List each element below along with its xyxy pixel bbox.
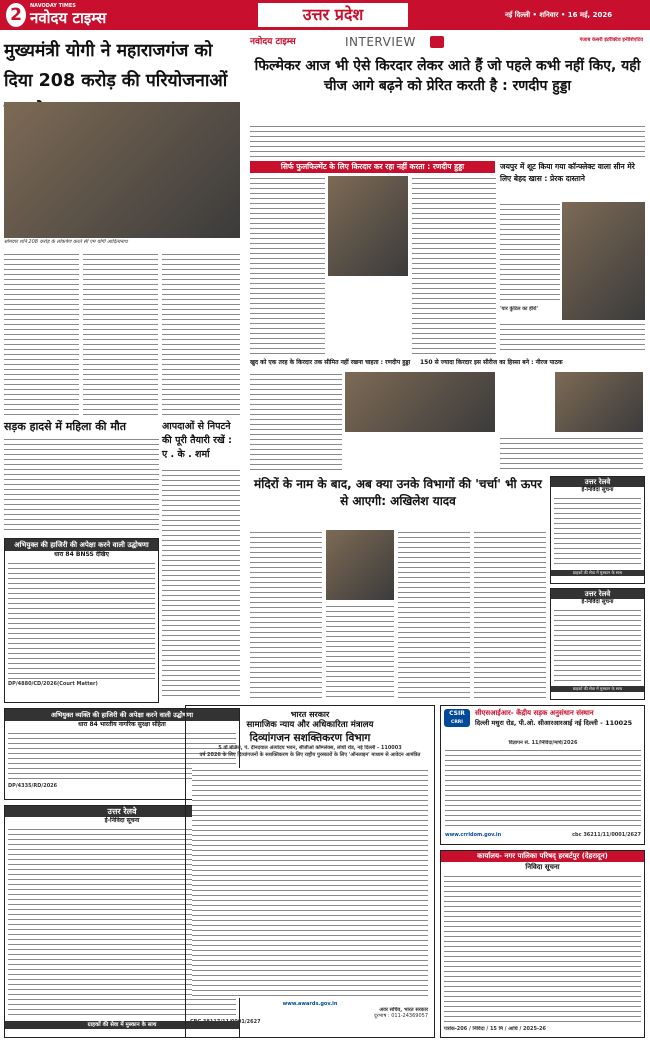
middle-body	[162, 468, 240, 700]
interview-body-bottom	[250, 372, 342, 472]
railway-tender-1-title: उत्तर रेलवे	[5, 806, 239, 817]
lead-body-col1	[4, 252, 79, 415]
notice-2-subtitle: धारा 84 भारतीय नागरिक सुरक्षा संहिता	[78, 721, 166, 728]
govt-ad-signoff-role: अवर सचिव, भारत सरकार	[379, 1007, 428, 1013]
govt-ad-cbc: CBC 38117/11/0001/2627	[190, 1019, 261, 1025]
interview-intro	[250, 124, 645, 158]
railway-tender-3	[550, 588, 645, 700]
notice-1-body	[8, 561, 155, 679]
akhilesh-body-col4	[474, 530, 546, 700]
csir-body	[445, 748, 641, 830]
jaipur-body-2	[500, 322, 645, 354]
govt-ad-body	[192, 768, 428, 998]
interview-partner-tag: पंजाब केसरी इंटरैक्टिव इनीशिएटिव	[579, 37, 643, 43]
railway-tender-2-subtitle: ई-निविदा सूचना	[581, 487, 614, 493]
haridwar-ad	[440, 850, 645, 1038]
akhilesh-headline: मंदिरों के नाम के बाद, अब क्या उनके विभागों की 'चर्चा' भी ऊपर से आएगी: अखिलेश यादव	[254, 477, 542, 508]
jaipur-photo	[562, 202, 645, 320]
interview-headline: फिल्मेकर आज भी ऐसे किरदार लेकर आते हैं जो पहले कभी नहीं किए, यही चीज आगे बढ़ने को प्रेरित करती है : रणदीप हुड्डा	[254, 58, 641, 94]
jaipur-headline: जयपुर में शूट किया गया कॉन्फ्लेक्ट वाला सीन मेरे लिए बेहद खास : प्रेरक दास्ताने	[500, 162, 635, 183]
randeep-photo	[328, 176, 408, 276]
second-photo	[345, 372, 495, 432]
railway-tender-3-body	[554, 608, 641, 684]
haridwar-footer: पत्रांक-206 / निविदा / 15 मि / आधि / 2025-26	[444, 1026, 546, 1032]
csir-logo-sub: CRRI	[451, 720, 463, 725]
interview-body-left	[250, 176, 325, 354]
accident-body	[4, 437, 159, 532]
haridwar-title: कार्यालय- नगर पालिका परिषद् हरबर्टपुर (देहरादून)	[441, 851, 644, 862]
page-number: 2	[6, 3, 26, 27]
akhilesh-body-col2	[326, 604, 394, 700]
lead-photo	[4, 102, 240, 238]
neeraj-photo	[555, 372, 643, 432]
jaipur-photo-caption: 'यार कुंटिल का हीरो'	[500, 306, 538, 312]
railway-tender-2-title: उत्तर रेलवे	[551, 477, 644, 487]
railway-tender-3-footer: ग्राहकों की सेवा में मुस्कान के साथ	[551, 686, 644, 692]
govt-ad-title-line: भारत सरकार	[290, 710, 330, 719]
lead-headline: मुख्यमंत्री योगी ने महाराजगंज को दिया 208 करोड़ की परियोजनाओं	[4, 41, 228, 91]
akhilesh-photo	[326, 530, 394, 600]
notice-1-subtitle: धारा 84 BNSS देखिए	[54, 551, 109, 558]
govt-ad-phone: दूरभाष : 011-24369057	[373, 1013, 428, 1019]
railway-tender-2	[550, 476, 645, 584]
haridwar-body	[444, 874, 641, 1024]
csir-cbc: cbc 36211/11/0001/2627	[572, 832, 641, 838]
interview-label: INTERVIEW	[345, 35, 416, 49]
interview-body-right	[412, 176, 496, 354]
railway-tender-2-body	[554, 496, 641, 568]
middle-headline: आपदाओं से निपटने की पूरी तैयारी रखें : ए . के . शर्मा	[162, 421, 232, 460]
csir-title: सीएसआईआर- केंद्रीय सड़क अनुसंधान संस्थान	[475, 709, 594, 717]
brand-name: नवोदय टाइम्स	[30, 9, 107, 27]
interview-subheadline: सिर्फ फुलफिल्मेंट के लिए किरदार कर रहा नहीं करता : रणदीप हुड्डा	[250, 161, 495, 173]
lead-body-col2	[83, 252, 158, 417]
dateline: नई दिल्ली • शनिवार • 16 मई, 2026	[505, 11, 613, 19]
csir-logo: CSIR	[449, 710, 465, 717]
csir-sub: विज्ञापन सं. 11/निविदा/मार्च/2026	[508, 740, 578, 746]
interview-body-q2	[500, 436, 643, 472]
akhilesh-body-col1	[250, 530, 322, 700]
railway-tender-1-footer: ग्राहकों की सेवा में मुस्कान के साथ	[5, 1021, 239, 1029]
interview-q-heading-2: 150 से ज्यादा किरदार इस सीरीज का हिस्सा बने : नीरज पाठक	[420, 359, 563, 366]
govt-ad	[185, 705, 435, 1038]
notice-1-title: अभियुक्त की हाजिरी की अपेक्षा करने वाली उद्घोषणा	[5, 539, 158, 551]
railway-tender-3-subtitle: ई-निविदा सूचना	[581, 599, 614, 605]
notice-2-title: अभियुक्त व्यक्ति की हाजिरी की अपेक्षा करने वाली उद्घोषणा	[5, 709, 239, 721]
brand-small: NAVODAY TIMES	[30, 3, 76, 9]
jaipur-body	[500, 202, 560, 302]
railway-tender-2-footer: ग्राहकों की सेवा में मुस्कान के साथ	[551, 570, 644, 576]
csir-address: दिल्ली मथुरा रोड, पी.ओ. सीआरआरआई नई दिल्ली - 110025	[475, 719, 633, 727]
csir-website: www.crridom.gov.in	[445, 832, 502, 838]
govt-ad-department: दिव्यांगजन सशक्तिकरण विभाग	[249, 732, 371, 744]
govt-ad-sub: वर्ष 2026 के लिए दिव्यांगजनों के सशक्तिकरण के लिए राष्ट्रीय पुरस्कारों के लिए 'ऑनलाइन' माध्यम से आवेदन आमंत्रित	[199, 752, 421, 758]
csir-ad	[440, 705, 645, 845]
partner-logo-icon	[430, 36, 444, 48]
notice-1	[4, 538, 159, 703]
govt-ad-address: 5 वाँ मंजिल, पं. दीनदयाल अंत्योदय भवन, सीजीओ कॉम्प्लेक्स, लोधी रोड, नई दिल्ली - 110003	[218, 745, 402, 751]
interview-brand: नवोदय टाइम्स	[250, 37, 296, 47]
accident-headline: सड़क हादसे में महिला की मौत	[4, 420, 127, 433]
lead-body-col3	[162, 252, 240, 417]
govt-ad-ministry: सामाजिक न्याय और अधिकारिता मंत्रालय	[246, 720, 374, 730]
haridwar-sub: निविदा सूचना	[525, 863, 560, 871]
railway-tender-3-title: उत्तर रेलवे	[551, 589, 644, 599]
notice-2-footer: DP/4335/RD/2026	[8, 783, 58, 789]
interview-q-heading-1: खुद को एक तरह के किरदार तक सीमित नहीं रखना चाहता : रणदीप हुड्डा	[250, 359, 411, 366]
akhilesh-body-col3	[398, 530, 470, 700]
lead-photo-caption: सोमवार शनि 208 करोड़ के लोकर्पण करते सी एम योगी आदित्यनाथ	[4, 239, 128, 245]
section-title: उत्तर प्रदेश	[258, 3, 408, 27]
railway-tender-1-subtitle: ई-निविदा सूचना	[104, 817, 140, 824]
govt-ad-website: www.awards.gov.in	[282, 1001, 338, 1007]
notice-1-footer: DP/4880/CD/2026(Court Matter)	[8, 681, 98, 687]
